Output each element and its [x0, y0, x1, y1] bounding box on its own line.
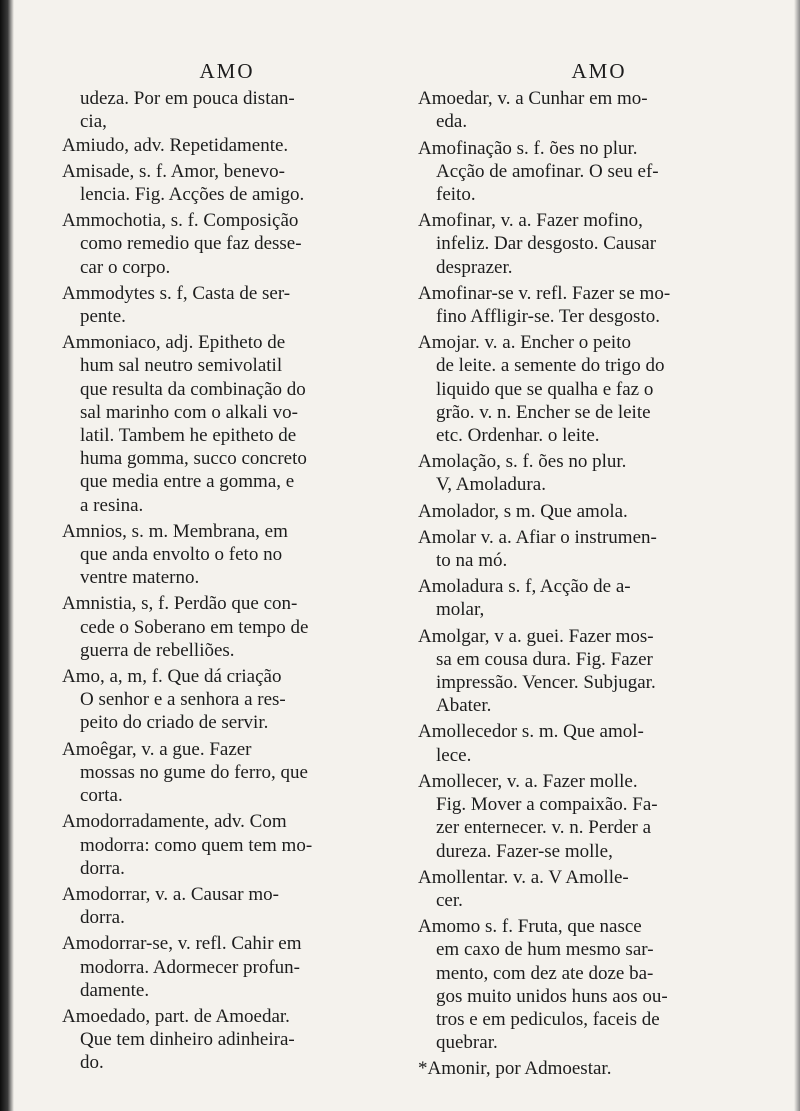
entry-line: hum sal neutro semivolatil — [80, 355, 283, 377]
entry-line: Amofinação s. f. ões no plur. — [418, 137, 638, 159]
continuation-line: cia, — [80, 111, 107, 133]
entry-line: lencia. Fig. Acções de amigo. — [80, 184, 305, 206]
dictionary-entry — [418, 1057, 780, 1080]
entry-line: Amo, a, m, f. Que dá criação — [62, 666, 282, 688]
entry-line: desprazer. — [436, 256, 513, 278]
dictionary-entry — [418, 450, 780, 496]
dictionary-entry — [418, 331, 780, 447]
entry-line: Amoêgar, v. a gue. Fazer — [62, 738, 252, 760]
dictionary-entry — [418, 209, 780, 279]
entry-line: sal marinho com o alkali vo- — [80, 401, 298, 423]
entry-line: Abater. — [436, 695, 492, 717]
entry-line: dorra. — [80, 857, 125, 879]
entry-line: que resulta da combinação do — [80, 378, 306, 400]
entry-line: Amodorradamente, adv. Com — [62, 811, 287, 833]
entry-line: Amolar v. a. Afiar o instrumen- — [418, 526, 657, 548]
dictionary-entry — [62, 282, 392, 328]
right-column — [418, 60, 780, 1084]
entry-line: Amodorrar-se, v. refl. Cahir em — [62, 933, 302, 955]
dictionary-entry — [62, 932, 392, 1002]
entry-line: mento, com dez ate doze ba- — [436, 962, 654, 984]
entry-line: pente. — [80, 306, 126, 328]
entry-line: quebrar. — [436, 1032, 498, 1054]
entry-line: Que tem dinheiro adinheira- — [80, 1029, 295, 1051]
dictionary-entry — [62, 331, 392, 517]
dictionary-entry — [62, 883, 392, 929]
entry-line: impressão. Vencer. Subjugar. — [436, 672, 656, 694]
entry-line: Amolgar, v a. guei. Fazer mos- — [418, 625, 654, 647]
entry-line: dureza. Fazer-se molle, — [436, 840, 613, 862]
entry-line: infeliz. Dar desgosto. Causar — [436, 233, 657, 255]
entry-line: dorra. — [80, 907, 125, 929]
right-entries — [418, 87, 780, 1080]
continuation-line: udeza. Por em pouca distan- — [80, 88, 295, 110]
dictionary-entry — [418, 137, 780, 207]
dictionary-entry — [62, 209, 392, 279]
entry-line: eda. — [436, 111, 468, 133]
entry-line: que media entre a gomma, e — [80, 471, 295, 493]
entry-line: Ammoniaco, adj. Epitheto de — [62, 332, 286, 354]
entry-line: gos muito unidos huns aos ou- — [436, 985, 668, 1007]
dictionary-entry — [418, 500, 780, 523]
entry-line: Amojar. v. a. Encher o peito — [418, 332, 631, 354]
entry-line: Amolador, s m. Que amola. — [418, 500, 628, 522]
entry-line: Acção de amofinar. O seu ef- — [436, 160, 659, 182]
entry-line: fino Affligir-se. Ter desgosto. — [436, 306, 660, 328]
entry-line: corta. — [80, 785, 123, 807]
dictionary-entry — [418, 866, 780, 912]
entry-line: Fig. Mover a compaixão. Fa- — [436, 794, 658, 816]
entry-line: cer. — [436, 889, 463, 911]
entry-line: *Amonir, por Admoestar. — [418, 1058, 612, 1080]
entry-line: Amnios, s. m. Membrana, em — [62, 520, 288, 542]
dictionary-entry — [62, 160, 392, 206]
entry-line: peito do criado de servir. — [80, 712, 269, 734]
entry-line: lece. — [436, 744, 472, 766]
dictionary-entry — [62, 665, 392, 735]
entry-line: liquido que se qualha e faz o — [436, 378, 654, 400]
entry-line: latil. Tambem he epitheto de — [80, 425, 297, 447]
entry-line: Amnistia, s, f. Perdão que con- — [62, 593, 298, 615]
entry-line: Amollentar. v. a. V Amolle- — [418, 866, 629, 888]
left-running-header: AMO — [199, 59, 255, 83]
entry-line: etc. Ordenhar. o leite. — [436, 425, 600, 447]
left-entries — [62, 134, 392, 1075]
entry-line: O senhor e a senhora a res- — [80, 689, 286, 711]
entry-line: cede o Soberano em tempo de — [80, 616, 309, 638]
dictionary-entry — [62, 738, 392, 808]
entry-line: tros e em pediculos, faceis de — [436, 1008, 660, 1030]
entry-line: Amoedar, v. a Cunhar em mo- — [418, 88, 648, 110]
entry-line: Amoedado, part. de Amoedar. — [62, 1005, 290, 1027]
entry-line: modorra. Adormecer profun- — [80, 956, 301, 978]
entry-line: feito. — [436, 184, 476, 206]
entry-line: huma gomma, succo concreto — [80, 448, 307, 470]
right-running-header: AMO — [571, 59, 627, 83]
entry-line: Ammochotia, s. f. Composição — [62, 210, 299, 232]
entry-line: Ammodytes s. f, Casta de ser- — [62, 282, 291, 304]
entry-line: zer enternecer. v. n. Perder a — [436, 817, 652, 839]
dictionary-entry — [418, 720, 780, 766]
entry-line: to na mó. — [436, 550, 508, 572]
entry-line: Amofinar-se v. refl. Fazer se mo- — [418, 282, 671, 304]
entry-line: guerra de rebelliões. — [80, 639, 235, 661]
entry-line: molar, — [436, 599, 485, 621]
dictionary-entry — [418, 625, 780, 718]
entry-line: ventre materno. — [80, 567, 200, 589]
entry-line: mossas no gume do ferro, que — [80, 761, 308, 783]
entry-line: do. — [80, 1052, 104, 1074]
dictionary-entry — [418, 575, 780, 621]
left-continuation-text — [62, 87, 392, 133]
entry-line: modorra: como quem tem mo- — [80, 834, 313, 856]
entry-line: Amiudo, adv. Repetidamente. — [62, 134, 289, 156]
entry-line: V, Amoladura. — [436, 474, 546, 496]
entry-line: Amomo s. f. Fruta, que nasce — [418, 916, 642, 938]
dictionary-entry — [418, 526, 780, 572]
entry-line: que anda envolto o feto no — [80, 544, 283, 566]
dictionary-entry — [418, 87, 780, 133]
entry-line: Amoladura s. f, Acção de a- — [418, 576, 631, 598]
entry-line: como remedio que faz desse- — [80, 233, 302, 255]
entry-line: Amodorrar, v. a. Causar mo- — [62, 883, 279, 905]
entry-line: Amofinar, v. a. Fazer mofino, — [418, 210, 643, 232]
dictionary-entry — [62, 592, 392, 662]
dictionary-entry — [62, 1005, 392, 1075]
entry-line: Amolação, s. f. ões no plur. — [418, 451, 627, 473]
dictionary-entry — [62, 134, 392, 157]
entry-line: Amisade, s. f. Amor, benevo- — [62, 160, 285, 182]
dictionary-entry — [62, 520, 392, 590]
entry-line: sa em cousa dura. Fig. Fazer — [436, 648, 653, 670]
dictionary-entry — [418, 282, 780, 328]
entry-line: de leite. a semente do trigo do — [436, 355, 665, 377]
entry-line: Amollecer, v. a. Fazer molle. — [418, 770, 638, 792]
dictionary-entry — [418, 770, 780, 863]
dictionary-entry — [418, 915, 780, 1054]
entry-line: a resina. — [80, 494, 144, 516]
entry-line: em caxo de hum mesmo sar- — [436, 939, 654, 961]
entry-line: grão. v. n. Encher se de leite — [436, 401, 651, 423]
entry-line: damente. — [80, 979, 150, 1001]
left-column — [62, 60, 392, 1078]
dictionary-entry — [62, 810, 392, 880]
entry-line: car o corpo. — [80, 256, 171, 278]
entry-line: Amollecedor s. m. Que amol- — [418, 721, 644, 743]
